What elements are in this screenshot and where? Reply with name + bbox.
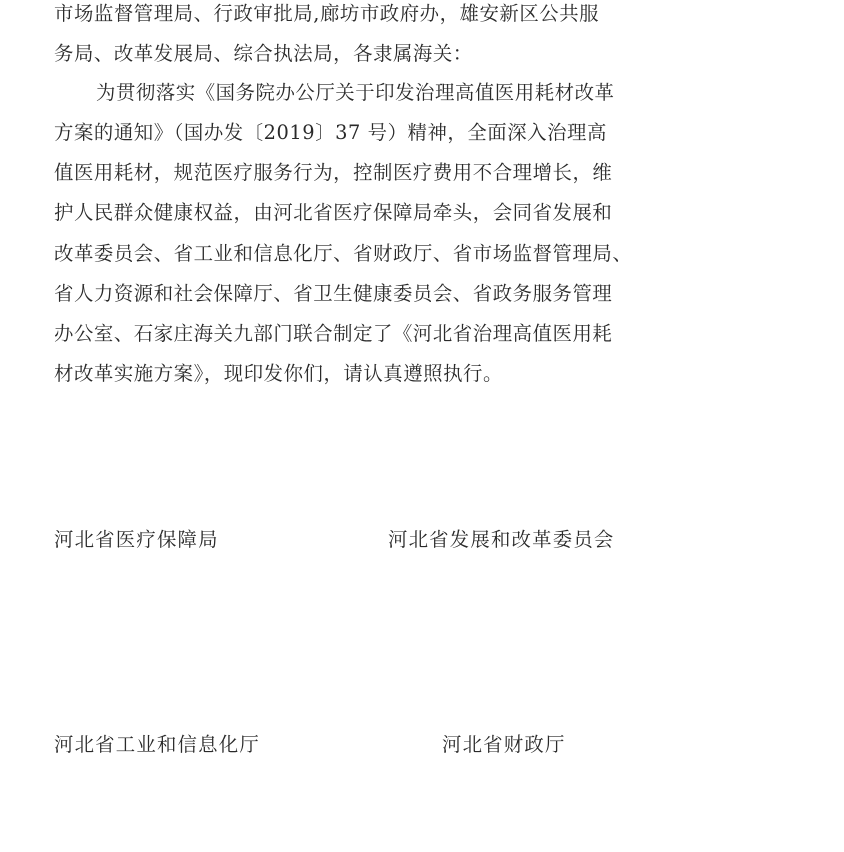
signature-finance-department: 河北省财政厅 [442,733,566,756]
body-line-10: 材改革实施方案》，现印发你们，请认真遵照执行。 [54,362,503,385]
body-line-5: 值医用耗材，规范医疗服务行为，控制医疗费用不合理增长，维 [54,161,613,184]
body-line-7: 改革委员会、省工业和信息化厅、省财政厅、省市场监督管理局、 [54,242,633,265]
signature-development-reform-commission: 河北省发展和改革委员会 [388,528,615,551]
body-line-4: 方案的通知》（国办发〔2019〕37 号）精神，全面深入治理高 [54,121,607,144]
body-line-1: 市场监督管理局、行政审批局,廊坊市政府办，雄安新区公共服 [54,2,600,25]
body-line-9: 办公室、石家庄海关九部门联合制定了《河北省治理高值医用耗 [54,322,613,345]
body-line-8: 省人力资源和社会保障厅、省卫生健康委员会、省政务服务管理 [54,282,613,305]
paragraph-first-line: 为贯彻落实《国务院办公厅关于印发治理高值医用耗材改革 [96,81,615,104]
signature-medical-security-bureau: 河北省医疗保障局 [54,528,219,551]
body-line-2: 务局、改革发展局、综合执法局，各隶属海关： [54,42,473,65]
signature-industry-it-department: 河北省工业和信息化厅 [54,733,260,756]
body-line-6: 护人民群众健康权益，由河北省医疗保障局牵头，会同省发展和 [54,201,613,224]
